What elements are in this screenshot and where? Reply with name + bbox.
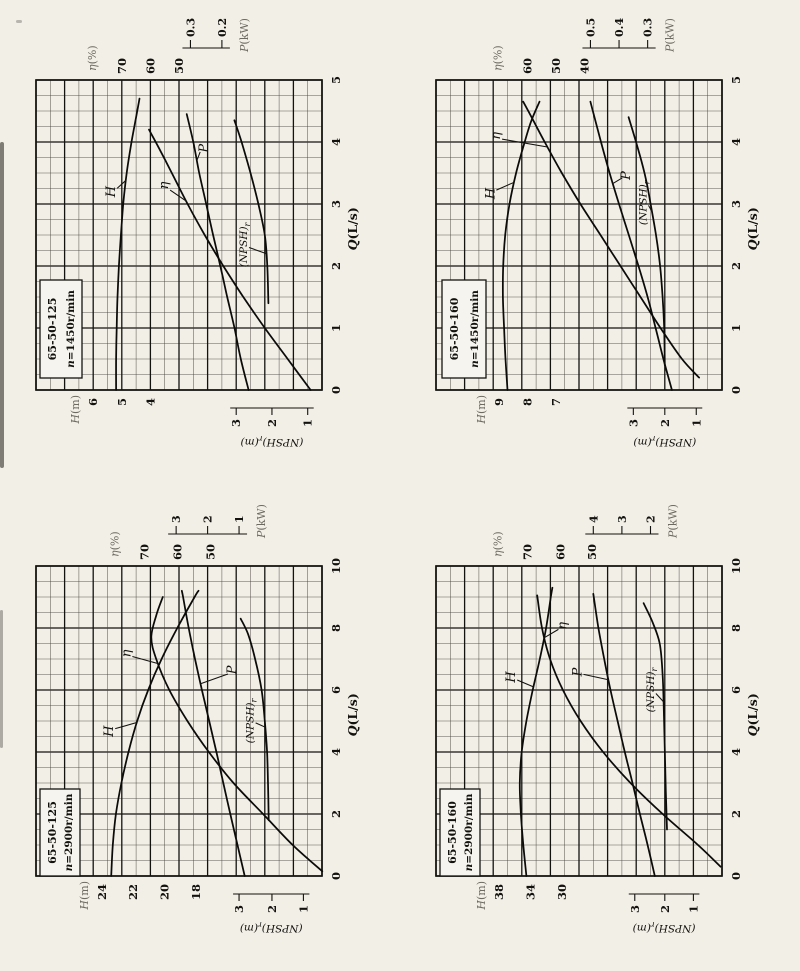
npsh-tick-label: 3 [627, 905, 642, 914]
npsh-pointer-line [656, 694, 664, 702]
p-curve-label: P [197, 143, 213, 153]
npsh-axis-label: $(NPSH)_r(m)$ [239, 920, 303, 934]
npsh-tick-label: 1 [689, 419, 704, 428]
npsh-curve-label: $(NPSH)_r$ [244, 698, 259, 744]
npsh-tick-label: 3 [229, 419, 244, 428]
h-tick-label: 38 [491, 884, 506, 901]
p-tick-label: 2 [644, 515, 658, 523]
pump-curve-chart-65-50-125-2900 [0, 486, 400, 971]
npsh-tick-label: 3 [232, 905, 247, 914]
h-curve [111, 591, 198, 876]
p-axis-label: P(kW) [663, 18, 677, 52]
npsh-curve-label: $(NPSH)_r$ [238, 222, 253, 268]
eta-tick-label: 70 [114, 57, 129, 74]
eta-curve-label: η [489, 131, 505, 140]
pump-curve-chart-65-50-160-1450 [400, 0, 800, 485]
q-axis-label: Q(L/s) [345, 693, 360, 737]
q-tick-label: 0 [329, 871, 343, 881]
q-tick-label: 2 [729, 809, 743, 819]
h-curve-label: H [504, 671, 520, 683]
q-tick-label: 5 [729, 75, 743, 85]
eta-curve [149, 130, 311, 390]
h-axis-label: H(m) [77, 881, 91, 910]
q-tick-label: 0 [729, 385, 743, 395]
speed-label: n=1450r/min [469, 290, 481, 368]
eta-tick-label: 60 [520, 57, 535, 74]
h-tick-label: 34 [523, 884, 538, 901]
npsh-tick-label: 2 [657, 905, 672, 914]
npsh-axis-label: $(NPSH)_r(m)$ [632, 920, 696, 934]
q-tick-label: 5 [329, 75, 343, 85]
pump-chart-panel-3 [0, 486, 400, 971]
npsh-curve-label: $(NPSH)_r$ [644, 667, 659, 713]
h-curve-label: H [102, 725, 118, 737]
eta-axis-label: η(%) [85, 45, 99, 71]
q-tick-label: 0 [729, 871, 743, 881]
eta-tick-label: 50 [549, 57, 564, 74]
npsh-tick-label: 1 [300, 419, 315, 428]
h-axis-label: H(m) [474, 395, 488, 424]
p-axis-label: P(kW) [237, 18, 251, 52]
pump-chart-panel-2 [400, 0, 800, 485]
q-tick-label: 10 [329, 557, 343, 575]
model-label: 65-50-125 [46, 297, 59, 361]
p-tick-label: 3 [170, 515, 184, 523]
p-curve [593, 594, 655, 876]
npsh-axis-label: $(NPSH)_r(m)$ [633, 434, 697, 448]
model-label: 65-50-160 [448, 297, 461, 361]
npsh-tick-label: 2 [264, 419, 279, 428]
p-pointer-line [197, 152, 200, 161]
h-tick-label: 7 [549, 398, 564, 407]
npsh-curve [234, 120, 268, 303]
p-pointer-line [584, 674, 609, 679]
h-axis-label: H(m) [69, 395, 83, 424]
q-tick-label: 6 [729, 685, 743, 695]
p-tick-label: 0.2 [215, 17, 229, 37]
npsh-tick-label: 2 [657, 419, 672, 428]
p-tick-label: 0.3 [641, 17, 655, 37]
p-curve [182, 591, 245, 876]
p-curve-label: P [224, 665, 240, 675]
npsh-tick-label: 1 [686, 905, 701, 914]
q-axis-label: Q(L/s) [745, 207, 760, 251]
q-axis-label: Q(L/s) [745, 693, 760, 737]
eta-axis-label: η(%) [108, 531, 122, 557]
p-axis-label: P(kW) [666, 504, 680, 538]
speed-label: n=2900r/min [63, 793, 75, 872]
q-tick-label: 2 [329, 261, 343, 271]
eta-curve-label: η [119, 649, 135, 658]
p-curve-label: P [570, 667, 586, 677]
pump-curve-chart-65-50-160-2900 [400, 486, 800, 971]
eta-tick-label: 50 [203, 543, 218, 560]
p-tick-label: 0.4 [613, 17, 627, 37]
scan-edge-artifact [0, 142, 4, 468]
h-tick-label: 8 [520, 398, 535, 407]
npsh-curve-label: $(NPSH)_r$ [637, 180, 652, 226]
q-tick-label: 2 [329, 809, 343, 819]
p-tick-label: 4 [587, 515, 601, 523]
npsh-tick-label: 1 [296, 905, 311, 914]
p-curve-label: P [619, 171, 635, 180]
p-tick-label: 1 [233, 515, 247, 523]
q-tick-label: 8 [329, 623, 343, 633]
npsh-tick-label: 2 [264, 905, 279, 914]
p-pointer-line [201, 674, 228, 684]
q-tick-label: 1 [729, 323, 743, 333]
h-pointer-line [517, 680, 533, 687]
scan-edge-artifact [0, 610, 3, 748]
eta-tick-label: 50 [172, 57, 186, 74]
eta-pointer-line [544, 629, 558, 637]
npsh-pointer-line [256, 723, 266, 727]
h-tick-label: 24 [94, 884, 109, 901]
p-tick-label: 0.5 [584, 17, 598, 37]
h-tick-label: 22 [126, 884, 141, 901]
h-curve-label: H [483, 187, 499, 200]
model-label: 65-50-160 [446, 801, 459, 864]
h-tick-label: 4 [143, 398, 158, 407]
eta-tick-label: 60 [143, 57, 158, 74]
h-pointer-line [115, 723, 137, 729]
q-axis-label: Q(L/s) [345, 207, 360, 251]
h-tick-label: 18 [189, 884, 204, 901]
npsh-tick-label: 3 [626, 419, 641, 428]
p-curve [590, 102, 672, 390]
q-tick-label: 6 [329, 685, 343, 695]
q-tick-label: 0 [329, 385, 343, 395]
h-tick-label: 20 [157, 884, 172, 901]
h-curve-label: H [104, 185, 120, 198]
eta-curve [523, 102, 699, 378]
q-tick-label: 1 [329, 323, 343, 333]
speed-label: n=2900r/min [463, 793, 475, 872]
h-tick-label: 6 [86, 398, 101, 407]
h-pointer-line [496, 182, 514, 190]
eta-curve-label: η [157, 181, 173, 190]
eta-curve-label: η [555, 621, 571, 630]
eta-axis-label: η(%) [491, 531, 505, 557]
eta-tick-label: 40 [577, 57, 592, 74]
q-tick-label: 2 [729, 261, 743, 271]
h-tick-label: 5 [114, 398, 129, 407]
eta-axis-label: η(%) [491, 45, 505, 71]
q-tick-label: 4 [329, 137, 343, 147]
q-tick-label: 4 [729, 137, 743, 147]
npsh-axis-label: $(NPSH)_r(m)$ [240, 434, 304, 448]
eta-tick-label: 50 [584, 543, 599, 560]
q-tick-label: 3 [729, 199, 743, 209]
pump-chart-panel-4 [400, 486, 800, 971]
h-tick-label: 30 [554, 884, 569, 901]
pump-curve-chart-65-50-125-1450 [0, 0, 400, 485]
eta-tick-label: 60 [553, 543, 568, 560]
speed-label: n=1450r/min [65, 290, 77, 368]
q-tick-label: 10 [729, 557, 743, 575]
q-tick-label: 8 [729, 623, 743, 633]
p-axis-label: P(kW) [255, 504, 269, 538]
scan-speck-artifact [16, 20, 22, 23]
h-tick-label: 9 [491, 398, 506, 407]
q-tick-label: 3 [329, 199, 343, 209]
h-axis-label: H(m) [474, 881, 488, 910]
p-tick-label: 0.3 [184, 17, 198, 37]
pump-chart-panel-1 [0, 0, 400, 485]
q-tick-label: 4 [729, 747, 743, 757]
q-tick-label: 4 [329, 747, 343, 757]
eta-tick-label: 70 [520, 543, 535, 560]
p-tick-label: 3 [615, 515, 629, 523]
p-tick-label: 2 [201, 515, 215, 523]
npsh-curve [644, 603, 667, 829]
model-label: 65-50-125 [46, 801, 59, 864]
eta-tick-label: 70 [137, 543, 152, 560]
eta-tick-label: 60 [170, 543, 185, 560]
